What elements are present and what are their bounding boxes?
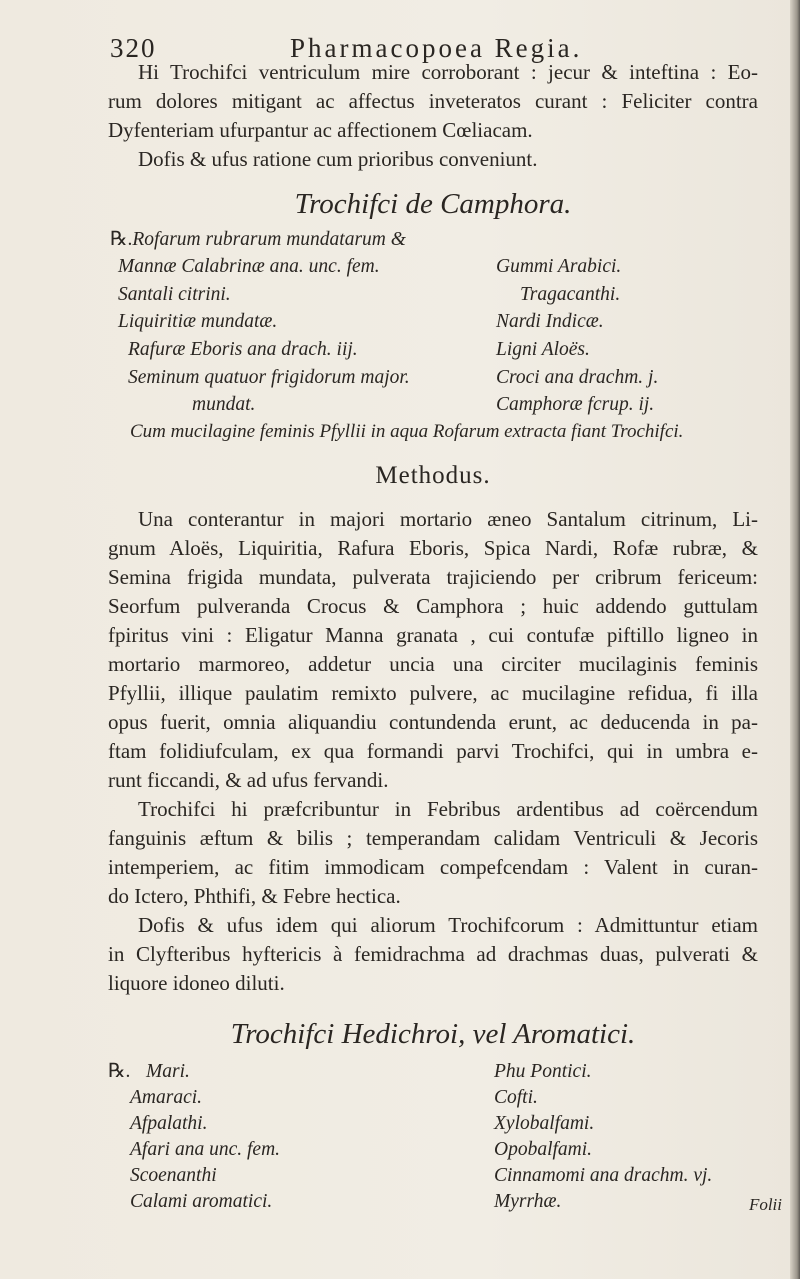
recipe-ingredient: Santali citrini. <box>118 284 231 305</box>
methodus-line: intemperiem, ac fitim immodicam compefcendam : Valent in curan- <box>108 855 758 879</box>
methodus-line: fpiritus vini : Eligatur Manna granata , cui contufæ piftillo ligneo in <box>108 623 758 647</box>
recipe-ingredient: Amaraci. <box>130 1087 203 1108</box>
page-edge-shadow <box>790 0 800 1279</box>
recipe-ingredient: Nardi Indicæ. <box>496 311 604 332</box>
recipe-ingredient: Liquiritiæ mundatæ. <box>118 311 278 332</box>
recipe-first-line <box>110 226 406 253</box>
recipe-ingredient: Camphoræ fcrup. ij. <box>496 394 655 415</box>
intro-line: Hi Trochifci ventriculum mire corroborant : jecur & inteftina : Eo- <box>138 60 758 84</box>
recipe-ingredient: Afpalathi. <box>130 1113 208 1134</box>
methodus-line: Semina frigida mundata, pulverata trajiciendo per cribrum fericeum: <box>108 565 758 589</box>
recipe-ingredient: Opobalfami. <box>494 1139 593 1160</box>
methodus-line: liquore idoneo diluti. <box>108 971 285 995</box>
recipe-symbol: ℞. <box>110 229 133 250</box>
running-title: Pharmacopoea Regia. <box>290 33 583 63</box>
catchword: Folii <box>748 1195 782 1214</box>
recipe-ingredient: Tragacanthi. <box>520 284 621 305</box>
recipe-ingredient: Scoenanthi <box>130 1165 217 1186</box>
methodus-line: Pfyllii, illique paulatim remixto pulvere, ac mucilagine refidua, fi illa <box>108 681 758 705</box>
section-title-hedichroi: Trochifci Hedichroi, vel Aromatici. <box>230 1018 636 1050</box>
recipe-symbol <box>108 1058 130 1085</box>
methodus-line: in Clyfteribus hyftericis à femidrachma ad drachmas duas, pulverati & <box>108 942 758 966</box>
recipe-ingredient: Afari ana unc. fem. <box>130 1139 281 1160</box>
recipe-ingredient: Ligni Aloës. <box>496 339 590 360</box>
methodus-line: Dofis & ufus idem qui aliorum Trochifcorum : Admittuntur etiam <box>138 913 758 937</box>
methodus-line: gnum Aloës, Liquiritia, Rafura Eboris, Spica Nardi, Rofæ rubræ, & <box>108 536 758 560</box>
methodus-heading: Methodus. <box>375 462 491 489</box>
recipe-ingredient: Croci ana drachm. j. <box>496 367 659 388</box>
page-number: 320 <box>110 33 157 63</box>
intro-line: rum dolores mitigant ac affectus inveteratos curant : Feliciter contra <box>108 89 758 113</box>
methodus-line: opus fuerit, omnia aliquandiu contundenda erunt, ac deducenda in pa- <box>108 710 758 734</box>
intro-line: Dofis & ufus ratione cum prioribus conveniunt. <box>138 147 538 171</box>
recipe-closing: Cum mucilagine feminis Pfyllii in aqua Rofarum extracta fiant Trochifci. <box>130 421 684 442</box>
recipe-ingredient: Mannæ Calabrinæ ana. unc. fem. <box>118 256 380 277</box>
recipe-ingredient: Mari. <box>146 1061 190 1082</box>
recipe-ingredient: Xylobalfami. <box>494 1113 595 1134</box>
methodus-line: mortario marmoreo, addetur uncia una circiter mucilaginis feminis <box>108 652 758 676</box>
recipe-ingredient: Calami aromatici. <box>130 1191 273 1212</box>
methodus-line: Trochifci hi præfcribuntur in Febribus ardentibus ad coërcendum <box>138 797 758 821</box>
methodus-line: ftam folidiufculam, ex qua formandi parvi Trochifci, qui in umbra e- <box>108 739 758 763</box>
methodus-line: Una conterantur in majori mortario æneo Santalum citrinum, Li- <box>138 507 758 531</box>
recipe-ingredient: Seminum quatuor frigidorum major. <box>128 367 410 388</box>
recipe-ingredient: Cinnamomi ana drachm. vj. <box>494 1165 713 1186</box>
recipe-ingredient: Rofarum rubrarum mundatarum & <box>132 229 406 250</box>
recipe-ingredient: Rafuræ Eboris ana drach. iij. <box>128 339 358 360</box>
methodus-line: runt ficcandi, & ad ufus fervandi. <box>108 768 389 792</box>
recipe-ingredient: Myrrhæ. <box>494 1191 562 1212</box>
methodus-line: do Ictero, Phthifi, & Febre hectica. <box>108 884 401 908</box>
recipe-ingredient: Cofti. <box>494 1087 538 1108</box>
intro-line: Dyfenteriam ufurpantur ac affectionem Cœliacam. <box>108 118 533 142</box>
methodus-line: Seorfum pulveranda Crocus & Camphora ; huic addendo guttulam <box>108 594 758 618</box>
recipe-symbol-glyph: ℞. <box>108 1061 131 1082</box>
recipe-ingredient: Gummi Arabici. <box>496 256 622 277</box>
section-title-camphora: Trochifci de Camphora. <box>294 188 572 220</box>
recipe-ingredient: Phu Pontici. <box>494 1061 592 1082</box>
methodus-line: fanguinis æftum & bilis ; temperandam calidam Ventriculi & Jecoris <box>108 826 758 850</box>
recipe-ingredient: mundat. <box>192 394 256 415</box>
